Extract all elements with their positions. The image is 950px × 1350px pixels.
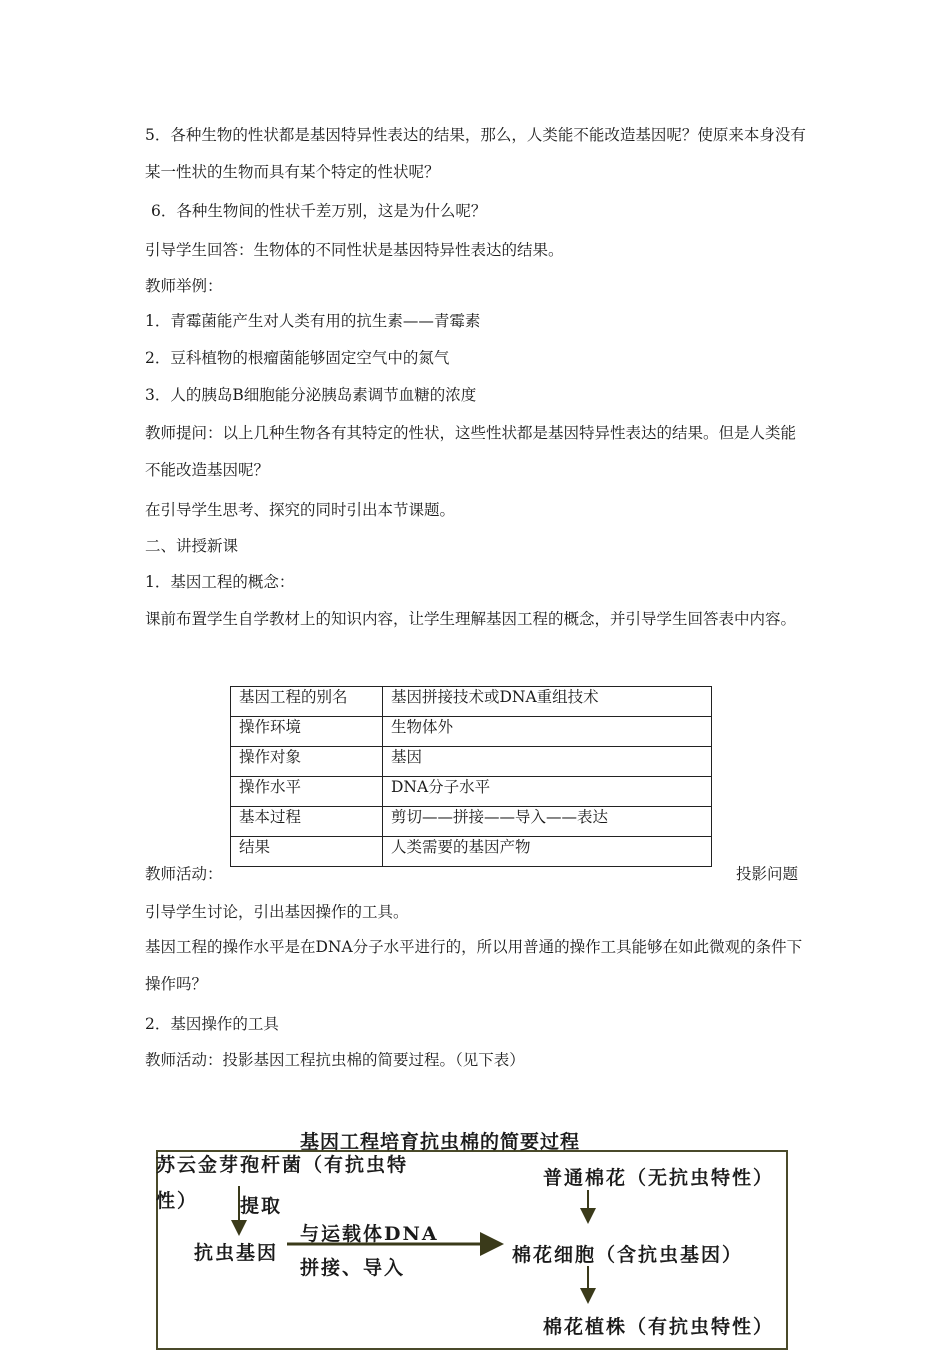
table-cell-key: 结果 bbox=[231, 837, 383, 867]
table-cell-key: 操作对象 bbox=[231, 747, 383, 777]
diagram-vector-line1: 与运载体DNA bbox=[300, 1223, 439, 1245]
example-3: 3．人的胰岛B细胞能分泌胰岛素调节血糖的浓度 bbox=[145, 386, 477, 404]
table-cell-key: 基本过程 bbox=[231, 807, 383, 837]
table-cell-value: 基因 bbox=[383, 747, 712, 777]
example-1: 1．青霉菌能产生对人类有用的抗生素——青霉素 bbox=[145, 312, 481, 330]
table-cell-value: 基因拼接技术或DNA重组技术 bbox=[383, 687, 712, 717]
teacher-example-label: 教师举例： bbox=[145, 277, 223, 295]
diagram-source-line2: 性） bbox=[156, 1190, 199, 1212]
question-5: 5．各种生物的性状都是基因特异性表达的结果，那么，人类能不能改造基因呢？使原来本身没有某一性状的生物而具有某个特定的性状呢？ bbox=[145, 126, 806, 181]
dna-question: 基因工程的操作水平是在DNA分子水平进行的，所以用普通的操作工具能够在如此微观的条件下操作吗？ bbox=[145, 938, 803, 993]
diagram-cell-node: 棉花细胞（含抗虫基因） bbox=[512, 1244, 744, 1266]
diagram-extract-label: 提取 bbox=[240, 1195, 283, 1217]
diagram-source-line1: 苏云金芽孢杆菌（有抗虫特 bbox=[156, 1154, 409, 1176]
question-6: 6．各种生物间的性状千差万别，这是为什么呢？ bbox=[151, 202, 487, 220]
table-cell-value: DNA分子水平 bbox=[383, 777, 712, 807]
table-cell-value: 人类需要的基因产物 bbox=[383, 837, 712, 867]
projection-process-text: 教师活动：投影基因工程抗虫棉的简要过程。（见下表） bbox=[145, 1051, 525, 1069]
concept-heading: 1．基因工程的概念： bbox=[145, 573, 295, 591]
discussion-text: 引导学生讨论，引出基因操作的工具。 bbox=[145, 903, 409, 921]
table-cell-value: 剪切——拼接——导入——表达 bbox=[383, 807, 712, 837]
projection-label: 投影问题 bbox=[736, 865, 799, 883]
section-heading-2: 二、讲授新课 bbox=[145, 537, 239, 555]
diagram-title: 基因工程培育抗虫棉的简要过程 bbox=[300, 1131, 581, 1153]
lead-in: 在引导学生思考、探究的同时引出本节课题。 bbox=[145, 501, 456, 519]
table-cell-key: 基因工程的别名 bbox=[231, 687, 383, 717]
diagram-cotton-node: 普通棉花（无抗虫特性） bbox=[543, 1167, 775, 1189]
example-2: 2．豆科植物的根瘤菌能够固定空气中的氮气 bbox=[145, 349, 450, 367]
teacher-activity-label: 教师活动： bbox=[145, 865, 223, 883]
table-cell-key: 操作水平 bbox=[231, 777, 383, 807]
diagram-plant-node: 棉花植株（有抗虫特性） bbox=[543, 1316, 775, 1338]
tools-heading: 2．基因操作的工具 bbox=[145, 1015, 279, 1033]
diagram-gene-node: 抗虫基因 bbox=[194, 1242, 279, 1264]
table-cell-value: 生物体外 bbox=[383, 717, 712, 747]
concept-text: 课前布置学生自学教材上的知识内容，让学生理解基因工程的概念，并引导学生回答表中内容。 bbox=[145, 610, 797, 628]
guide-answer: 引导学生回答：生物体的不同性状是基因特异性表达的结果。 bbox=[145, 241, 564, 259]
teacher-question: 教师提问：以上几种生物各有其特定的性状，这些性状都是基因特异性表达的结果。但是人类能不能改造基因呢？ bbox=[145, 424, 797, 479]
table-cell-key: 操作环境 bbox=[231, 717, 383, 747]
diagram-vector-line2: 拼接、导入 bbox=[300, 1257, 406, 1279]
